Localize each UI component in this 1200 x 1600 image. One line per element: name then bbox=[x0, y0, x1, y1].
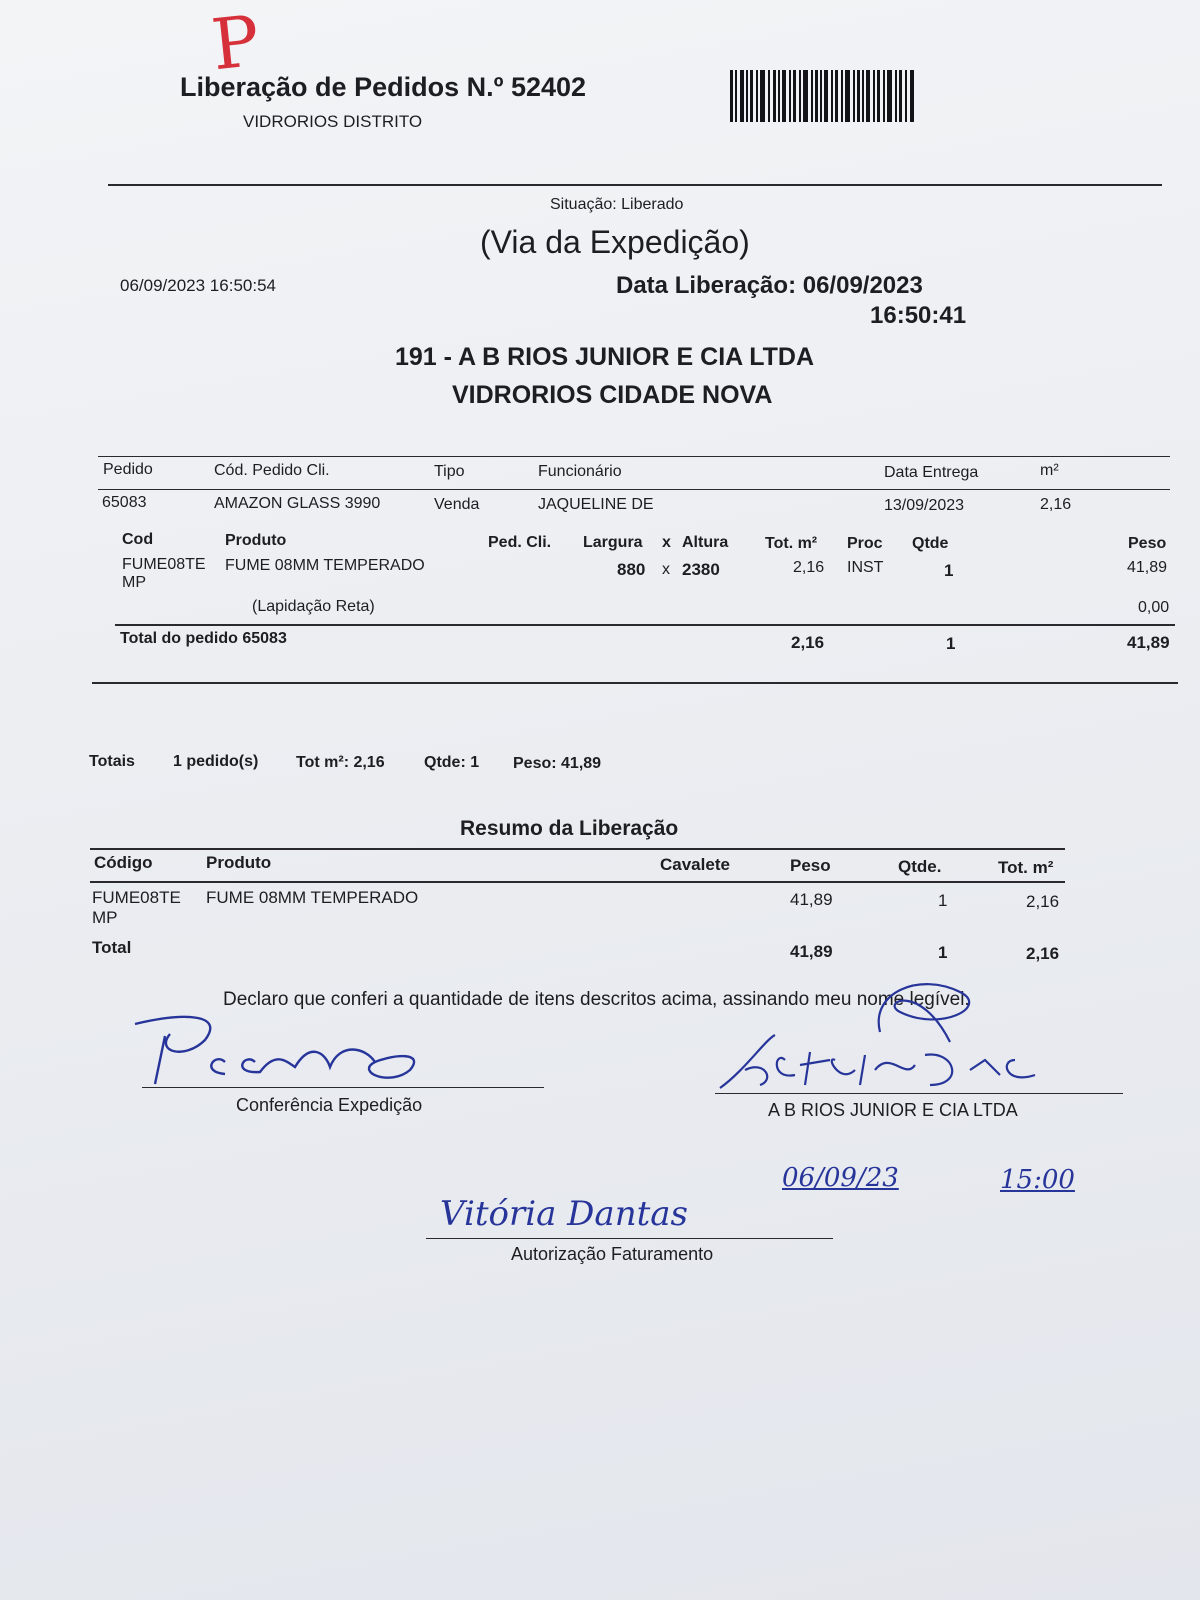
copy-label: (Via da Expedição) bbox=[480, 224, 750, 260]
expedicao-signature-label: Conferência Expedição bbox=[236, 1095, 423, 1115]
item-height: 2380 bbox=[682, 560, 720, 579]
item-peso: 41,89 bbox=[1127, 559, 1168, 576]
client-order-code: AMAZON GLASS 3990 bbox=[214, 495, 381, 512]
item-header-cod: Cod bbox=[122, 531, 154, 548]
expedicao-signature-scribble bbox=[125, 1012, 445, 1092]
summary-header-codigo: Código bbox=[94, 853, 153, 872]
order-total-m2: 2,16 bbox=[791, 633, 825, 652]
summary-product: FUME 08MM TEMPERADO bbox=[206, 888, 419, 907]
summary-total-peso: 41,89 bbox=[790, 942, 833, 961]
totals-label: Totais bbox=[89, 753, 135, 770]
declaration-text: Declaro que conferi a quantidade de itens descritos acima, assinando meu nome legível. bbox=[223, 989, 970, 1010]
item-code-line2: MP bbox=[122, 574, 146, 591]
item-width: 880 bbox=[617, 560, 646, 579]
item-proc: INST bbox=[847, 559, 884, 576]
col-header-m2: m² bbox=[1040, 462, 1059, 479]
autorizacao-signature-label: Autorização Faturamento bbox=[511, 1244, 714, 1264]
company-name: VIDRORIOS DISTRITO bbox=[243, 112, 423, 131]
summary-header-produto: Produto bbox=[206, 853, 272, 872]
totals-pedidos: 1 pedido(s) bbox=[173, 753, 259, 770]
header-divider bbox=[108, 184, 1162, 186]
order-total-rule bbox=[115, 624, 1175, 626]
item-x: x bbox=[662, 561, 670, 578]
release-time: 16:50:41 bbox=[870, 302, 967, 329]
printed-timestamp: 06/09/2023 16:50:54 bbox=[120, 276, 276, 295]
sub-item-label: (Lapidação Reta) bbox=[252, 598, 375, 615]
order-total-peso: 41,89 bbox=[1127, 633, 1170, 652]
col-header-pedido: Pedido bbox=[103, 461, 153, 478]
item-header-produto: Produto bbox=[225, 532, 287, 549]
item-header-qtde: Qtde bbox=[912, 535, 949, 552]
order-m2: 2,16 bbox=[1040, 496, 1072, 513]
summary-tot-m2: 2,16 bbox=[1026, 892, 1060, 911]
summary-total-label: Total bbox=[92, 938, 132, 957]
order-number: 65083 bbox=[102, 494, 147, 511]
summary-title: Resumo da Liberação bbox=[460, 817, 679, 840]
employee-name: JAQUELINE DE bbox=[538, 496, 654, 513]
item-header-ped-cli: Ped. Cli. bbox=[488, 534, 552, 551]
summary-header-tot-m2: Tot. m² bbox=[998, 858, 1054, 877]
summary-header-cavalete: Cavalete bbox=[660, 855, 730, 874]
order-section-end-rule bbox=[92, 682, 1178, 684]
cliente-signature-label: A B RIOS JUNIOR E CIA LTDA bbox=[768, 1100, 1018, 1120]
item-header-tot-m2: Tot. m² bbox=[765, 535, 818, 552]
summary-qtde: 1 bbox=[938, 891, 948, 910]
item-code-line1: FUME08TE bbox=[122, 556, 206, 573]
col-header-tipo: Tipo bbox=[434, 463, 465, 480]
summary-header-peso: Peso bbox=[790, 856, 831, 875]
col-header-cod-cli: Cód. Pedido Cli. bbox=[214, 462, 330, 479]
item-tot-m2: 2,16 bbox=[793, 559, 825, 576]
item-header-largura: Largura bbox=[583, 534, 643, 551]
item-header-proc: Proc bbox=[847, 535, 883, 552]
summary-total-qtde: 1 bbox=[938, 943, 948, 962]
item-header-x: x bbox=[662, 534, 671, 551]
order-total-label: Total do pedido 65083 bbox=[120, 630, 287, 647]
release-date: Data Liberação: 06/09/2023 bbox=[616, 272, 923, 299]
handwritten-time: 15:00 bbox=[1000, 1165, 1075, 1195]
status-text: Situação: Liberado bbox=[550, 196, 684, 213]
order-table-top-rule bbox=[98, 456, 1170, 457]
item-qtde: 1 bbox=[944, 561, 954, 580]
totals-peso: Peso: 41,89 bbox=[513, 755, 602, 772]
summary-code-line1: FUME08TE bbox=[92, 888, 181, 907]
handwritten-date: 06/09/23 bbox=[782, 1163, 899, 1193]
item-product: FUME 08MM TEMPERADO bbox=[225, 557, 425, 574]
item-header-peso: Peso bbox=[1128, 535, 1167, 552]
summary-header-rule bbox=[90, 881, 1065, 883]
expedicao-signature-line bbox=[142, 1087, 544, 1088]
summary-code-line2: MP bbox=[92, 908, 118, 927]
summary-total-tot-m2: 2,16 bbox=[1026, 944, 1060, 963]
summary-header-qtde: Qtde. bbox=[898, 857, 942, 876]
summary-peso: 41,89 bbox=[790, 890, 833, 909]
store-name: VIDRORIOS CIDADE NOVA bbox=[452, 381, 773, 409]
order-total-qtde: 1 bbox=[946, 634, 956, 653]
handwritten-mark: P bbox=[207, 0, 264, 87]
col-header-data-entrega: Data Entrega bbox=[884, 464, 979, 481]
totals-qtde: Qtde: 1 bbox=[424, 754, 480, 771]
item-header-altura: Altura bbox=[682, 534, 729, 551]
client-name: 191 - A B RIOS JUNIOR E CIA LTDA bbox=[395, 343, 815, 371]
delivery-date: 13/09/2023 bbox=[884, 497, 965, 514]
document-title: Liberação de Pedidos N.º 52402 bbox=[180, 72, 587, 102]
sub-item-peso: 0,00 bbox=[1138, 599, 1170, 616]
autorizacao-signature-line bbox=[426, 1238, 833, 1239]
col-header-funcionario: Funcionário bbox=[538, 463, 622, 480]
handwritten-authorization-name: Vitória Dantas bbox=[440, 1194, 688, 1234]
order-type: Venda bbox=[434, 496, 480, 513]
summary-top-rule bbox=[90, 848, 1065, 850]
cliente-signature-scribble bbox=[715, 1030, 1075, 1110]
barcode bbox=[730, 70, 916, 122]
totals-m2: Tot m²: 2,16 bbox=[296, 754, 385, 771]
order-header-rule bbox=[98, 489, 1170, 490]
cliente-signature-line bbox=[715, 1093, 1123, 1094]
